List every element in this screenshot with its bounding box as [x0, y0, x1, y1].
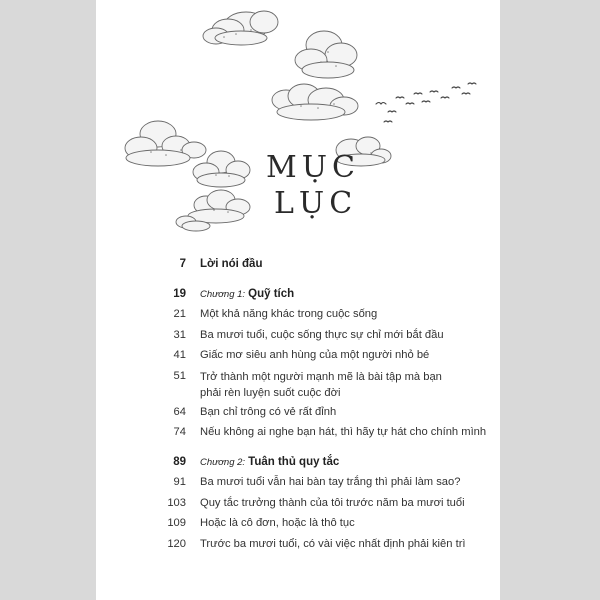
entry-title: Quy tắc trưởng thành của tôi trước năm ba mươi tuổi [200, 496, 465, 509]
title-line-1: MỤC [266, 150, 360, 185]
page-number: 89 [173, 455, 186, 468]
page-number: 91 [173, 476, 186, 488]
page-number: 74 [173, 426, 186, 438]
book-page [96, 0, 500, 600]
toc-entry[interactable] [96, 366, 500, 402]
toc-entry[interactable] [96, 534, 500, 555]
entry-title-line-1: Trở thành một người mạnh mẽ là bài tập mà bạn [200, 370, 442, 383]
chapter-heading [200, 284, 294, 306]
chapter-title: Tuân thủ quy tắc [248, 455, 340, 468]
page-number: 51 [173, 369, 186, 382]
toc-entry[interactable] [96, 472, 500, 493]
toc-entry[interactable] [96, 304, 500, 325]
chapter-label: Chương 2: [200, 456, 246, 468]
toc-chapter-2[interactable] [96, 452, 500, 473]
entry-title: Lời nói đầu [200, 258, 263, 270]
page-number: 120 [167, 537, 186, 550]
entry-title: Bạn chỉ trông có vẻ rất đỉnh [200, 405, 337, 418]
cloud-icon [188, 190, 250, 223]
cloud-icon [203, 11, 278, 45]
toc-chapter-1[interactable] [96, 284, 500, 305]
title-line-2: LỤC [274, 186, 358, 221]
entry-title: Giấc mơ siêu anh hùng của một người nhỏ bé [200, 349, 430, 361]
page-number: 21 [173, 308, 186, 320]
toc-entry[interactable] [96, 493, 500, 514]
cloud-icon [272, 84, 358, 120]
page-number: 103 [167, 496, 186, 509]
birds-flock [376, 83, 476, 122]
table-of-contents [96, 254, 500, 554]
chapter-title: Quỹ tích [248, 287, 295, 300]
entry-title: Một khả năng khác trong cuộc sống [200, 308, 378, 320]
page-number: 41 [173, 349, 186, 361]
page-title [266, 150, 366, 222]
toc-entry[interactable] [96, 422, 500, 443]
entry-title [200, 369, 442, 401]
toc-entry[interactable] [96, 513, 500, 534]
entry-title: Ba mươi tuổi vẫn hai bàn tay trắng thì phải làm sao? [200, 476, 461, 488]
entry-title: Hoặc là cô đơn, hoặc là thô tục [200, 517, 355, 529]
cloud-icon [125, 121, 206, 166]
chapter-label: Chương 1: [200, 288, 246, 300]
page-number: 64 [173, 405, 186, 418]
page-number: 7 [179, 258, 186, 270]
entry-title-line-2: phải rèn luyện suốt cuộc đời [200, 386, 341, 399]
entry-title: Trước ba mươi tuổi, có vài việc nhất định phải kiên trì [200, 537, 466, 550]
toc-entry[interactable] [96, 402, 500, 423]
toc-entry[interactable] [96, 325, 500, 346]
page-number: 109 [167, 517, 186, 529]
entry-title: Nếu không ai nghe bạn hát, thì hãy tự hát cho chính mình [200, 426, 487, 438]
toc-entry-intro[interactable] [96, 254, 500, 275]
cloud-icon [295, 31, 357, 78]
page-number: 19 [173, 287, 186, 300]
entry-title: Ba mươi tuổi, cuộc sống thực sự chỉ mới bắt đầu [200, 328, 444, 341]
chapter-heading [200, 452, 339, 474]
toc-entry[interactable] [96, 345, 500, 366]
page-number: 31 [173, 328, 186, 341]
